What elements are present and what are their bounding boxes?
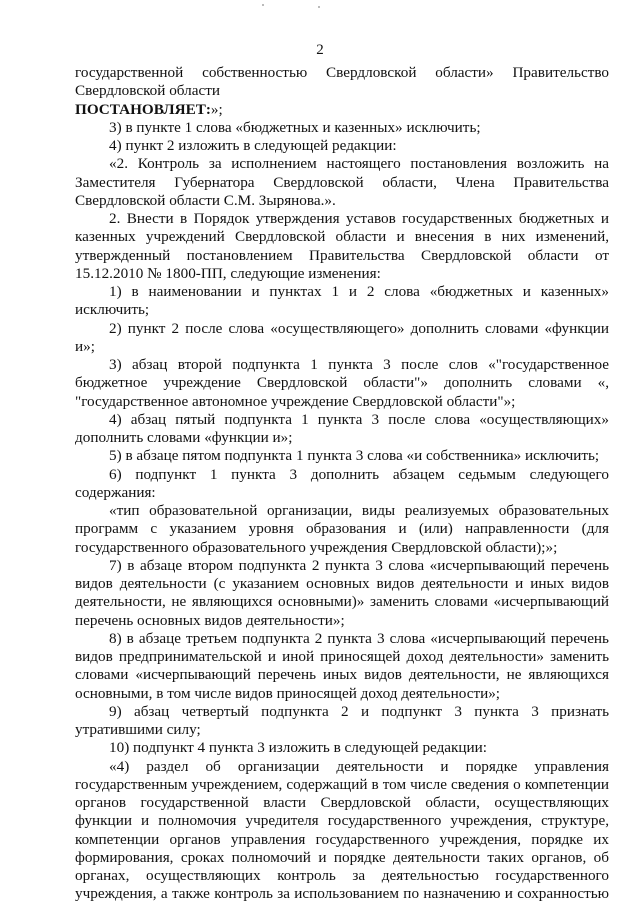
scan-speck bbox=[262, 4, 264, 6]
paragraph-item-2-6: 6) подпункт 1 пункта 3 дополнить абзацем седьмым следующего содержания: bbox=[75, 465, 609, 501]
page-number: 2 bbox=[316, 42, 324, 58]
paragraph-section-2: 2. Внести в Порядок утверждения уставов государственных бюджетных и казенных учреждений Свердловской области и внесения в них изменений, утвержденный постановлением Правительства Свердловской области от 15.12.2010 № 1800-ПП, следующие изменения: bbox=[75, 210, 609, 282]
resolves-keyword: ПОСТАНОВЛЯЕТ: bbox=[75, 100, 211, 118]
paragraph-item-2-7: 7) в абзаце втором подпункта 2 пункта 3 слова «исчерпывающий перечень видов деятельности (с указанием основных видов деятельности и иных видов деятельности, не являющихся основными)» заменить словами «исчерпывающий перечень основных видов деятельности»; bbox=[75, 556, 609, 629]
paragraph-resolves bbox=[75, 101, 609, 119]
paragraph-item-2-2: 2) пункт 2 после слова «осуществляющего» дополнить словами «функции и»; bbox=[75, 319, 609, 355]
paragraph-item-1-4: 4) пункт 2 изложить в следующей редакции: bbox=[109, 137, 397, 154]
paragraph-item-2-1: 1) в наименовании и пунктах 1 и 2 слова «бюджетных и казенных» исключить; bbox=[75, 283, 609, 319]
resolves-suffix: »; bbox=[210, 100, 223, 118]
paragraph-intro-continuation: государственной собственностью Свердловской области» Правительство Свердловской области bbox=[75, 64, 609, 100]
paragraph-control-clause: «2. Контроль за исполнением настоящего постановления возложить на Заместителя Губернатора Свердловской области, Члена Правительства Свердловской области С.М. Зырянова.». bbox=[75, 155, 609, 209]
paragraph-item-1-3: 3) в пункте 1 слова «бюджетных и казенных» исключить; bbox=[109, 118, 481, 136]
paragraph-organization-type: «тип образовательной организации, виды реализуемых образовательных программ с указанием уровня образования и (или) направленности (для государственного образовательного учреждения Свердловской области);»; bbox=[75, 502, 609, 556]
document-body bbox=[75, 64, 609, 904]
paragraph-item-2-5: 5) в абзаце пятом подпункта 1 пункта 3 слова «и собственника» исключить; bbox=[109, 447, 600, 465]
paragraph-item-2-9: 9) абзац четвертый подпункта 2 и подпункт 3 пункта 3 признать утратившими силу; bbox=[75, 702, 609, 738]
paragraph-item-2-8: 8) в абзаце третьем подпункта 2 пункта 3 слова «исчерпывающий перечень видов предпринимательской и иной приносящей доход деятельности» заменить словами «исчерпывающий перечень иных видов деятельности, не являющихся основными, в том числе видов приносящей доход деятельности»; bbox=[75, 629, 609, 702]
paragraph-item-2-10: 10) подпункт 4 пункта 3 изложить в следующей редакции: bbox=[109, 739, 488, 757]
paragraph-item-2-3: 3) абзац второй подпункта 1 пункта 3 после слов «"государственное бюджетное учреждение Свердловской области"» дополнить словами «, "государственное автономное учреждение Свердловской области"»; bbox=[75, 356, 609, 410]
paragraph-item-2-4: 4) абзац пятый подпункта 1 пункта 3 после слова «осуществляющих» дополнить словами «функции и»; bbox=[75, 410, 609, 446]
paragraph-section-4-text: «4) раздел об организации деятельности и порядке управления государственным учреждением, содержащий в том числе сведения о компетенции органов государственной власти Свердловской области, осуществляющих функции и полномочия учредителя государственного учреждения, структуре, компетенции органов управления государственного учреждения, порядке их формирования, сроках полномочий и порядке деятельности таких органов, об органах, осуществляющих контроль за деятельностью государственного учреждения, а также контроль за использованием по назначению и сохранностью bbox=[75, 757, 609, 903]
scan-speck bbox=[318, 6, 320, 8]
